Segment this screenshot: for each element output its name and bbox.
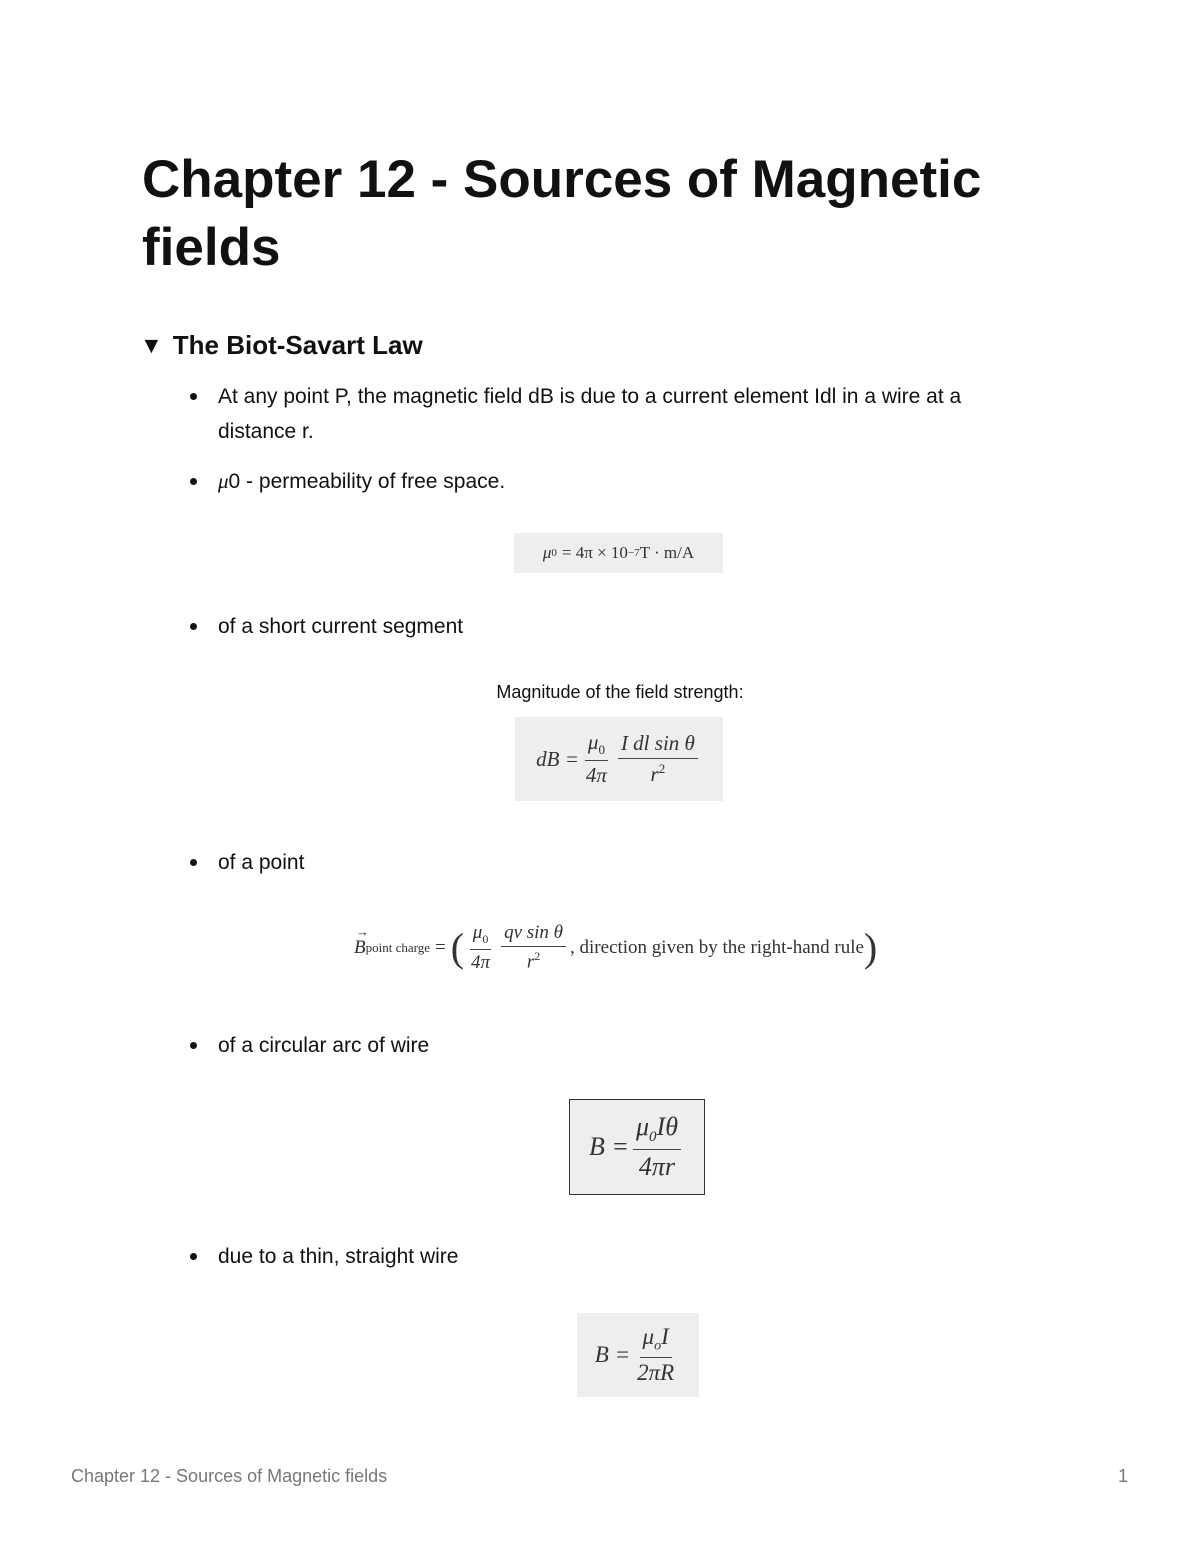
bullet-dot-icon (190, 1253, 197, 1260)
list-item-text: 0 - permeability of free space. (228, 470, 506, 493)
list-item-text: of a circular arc of wire (218, 1034, 430, 1057)
mu-symbol: μ (218, 469, 229, 493)
section-toggle-biot-savart[interactable] (140, 330, 423, 361)
section-heading: The Biot-Savart Law (172, 330, 423, 360)
equation-caption: Magnitude of the field strength: (496, 682, 744, 702)
list-item-text: At any point P, the magnetic field dB is due to a current element Idl in a wire at a distance r. (218, 385, 962, 443)
bullet-dot-icon (190, 393, 197, 400)
list-item (190, 464, 980, 499)
toggle-triangle-icon[interactable]: ▼ (140, 332, 163, 358)
vector-arrow-icon: → (356, 924, 369, 939)
page-title: Chapter 12 - Sources of Magnetic fields (142, 150, 982, 277)
equation-straight-wire: B = $\frac{\mu_oI}{2\pi R}$ (577, 1313, 699, 1397)
page-number: 1 (1118, 1466, 1129, 1486)
bullet-dot-icon (190, 1042, 197, 1049)
equation-point-charge: B → point charge = ( $\frac{\mu_0}{4\pi}$ $\frac{\text{qv sin θ}}{r^2}$ , direction given by the right-hand rule ) (354, 922, 878, 973)
bullet-dot-icon (190, 859, 197, 866)
equation-circular-arc: B = $\frac{\mu_0I\theta}{4\pi r}$ (569, 1099, 705, 1195)
list-item (190, 379, 980, 449)
list-item (190, 609, 980, 644)
equation-current-segment: dB = $\frac{\mu_0}{4\pi}$ $\frac{\text{I dl sin θ}}{r^2}$ (515, 717, 723, 801)
list-item (190, 845, 980, 880)
list-item-text: of a point (218, 851, 305, 874)
list-item (190, 1239, 980, 1274)
equation-mu0: μ 0 = 4π × 10 −7 T · m/A (514, 533, 723, 573)
bullet-dot-icon (190, 623, 197, 630)
list-item (190, 1028, 980, 1063)
list-item-text: due to a thin, straight wire (218, 1245, 459, 1268)
list-item-text: of a short current segment (218, 615, 464, 638)
bullet-dot-icon (190, 478, 197, 485)
footer-title: Chapter 12 - Sources of Magnetic fields (71, 1466, 388, 1486)
